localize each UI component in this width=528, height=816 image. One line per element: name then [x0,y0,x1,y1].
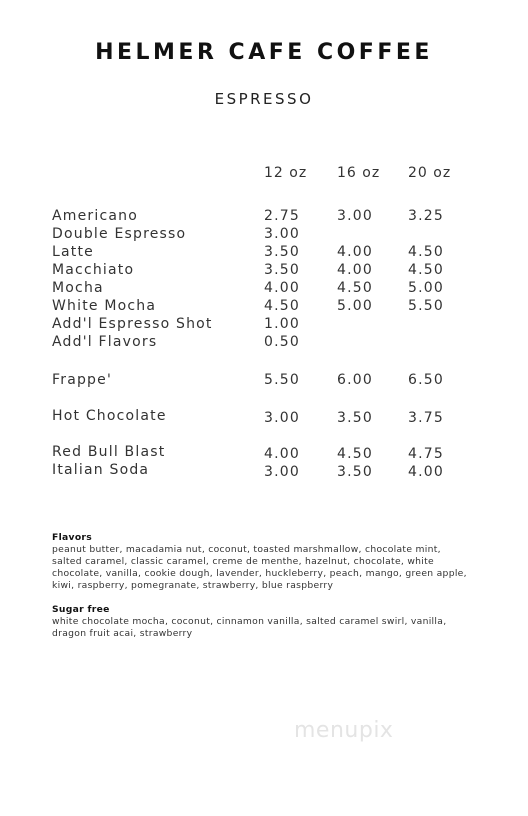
menu-item-row [0,372,528,390]
sugar-free-note [52,604,472,640]
menu-item-row [0,334,528,352]
price-20oz: 4.75 [408,446,444,462]
menu-item-row [0,462,528,480]
price-16oz: 3.50 [337,410,373,426]
item-name: Americano [52,208,138,224]
size-header-12oz: 12 oz [264,165,308,181]
size-header-16oz: 16 oz [337,165,381,181]
price-16oz: 3.00 [337,208,373,224]
item-name: Red Bull Blast [52,444,166,460]
item-name: Mocha [52,280,104,296]
menupix-watermark: menupix [294,718,394,743]
price-16oz: 4.00 [337,244,373,260]
price-16oz: 4.00 [337,262,373,278]
flavors-list: peanut butter, macadamia nut, coconut, toasted marshmallow, chocolate mint, salted caramel, classic caramel, creme de menthe, hazelnut, chocolate, white chocolate, vanilla, cookie dough, lavender, huckleberry, peach, mango, green apple, kiwi, raspberry, pomegranate, strawberry, blue raspberry [52,544,467,591]
section-title-espresso: ESPRESSO [214,90,314,108]
item-name: Add'l Espresso Shot [52,316,213,332]
price-12oz: 1.00 [264,316,300,332]
price-20oz: 5.50 [408,298,444,314]
price-16oz: 6.00 [337,372,373,388]
price-16oz: 3.50 [337,464,373,480]
price-16oz: 4.50 [337,280,373,296]
price-20oz: 4.50 [408,244,444,260]
price-12oz: 5.50 [264,372,300,388]
item-name: Hot Chocolate [52,408,167,424]
item-name: Double Espresso [52,226,187,242]
flavors-heading: Flavors [52,532,93,543]
item-name: White Mocha [52,298,157,314]
price-16oz: 5.00 [337,298,373,314]
menu-title: HELMER CAFE COFFEE [95,40,433,65]
item-name: Macchiato [52,262,135,278]
price-20oz: 4.00 [408,464,444,480]
menu-item-row [0,444,528,462]
price-20oz: 3.25 [408,208,444,224]
price-12oz: 4.50 [264,298,300,314]
price-12oz: 3.00 [264,410,300,426]
menu-item-row [0,262,528,280]
price-12oz: 0.50 [264,334,300,350]
sugar-free-list: white chocolate mocha, coconut, cinnamon vanilla, salted caramel swirl, vanilla, dragon fruit acai, strawberry [52,616,447,639]
menu-item-row [0,208,528,226]
price-20oz: 4.50 [408,262,444,278]
menu-item-row [0,244,528,262]
price-12oz: 4.00 [264,446,300,462]
menu-item-row [0,408,528,426]
menu-item-row [0,316,528,334]
menu-item-row [0,298,528,316]
menu-item-row [0,280,528,298]
item-name: Italian Soda [52,462,150,478]
price-20oz: 3.75 [408,410,444,426]
size-header-20oz: 20 oz [408,165,452,181]
price-12oz: 3.50 [264,262,300,278]
item-name: Latte [52,244,94,260]
price-20oz: 5.00 [408,280,444,296]
flavors-note [52,532,472,592]
price-12oz: 4.00 [264,280,300,296]
price-12oz: 3.00 [264,464,300,480]
price-16oz: 4.50 [337,446,373,462]
price-20oz: 6.50 [408,372,444,388]
price-12oz: 3.00 [264,226,300,242]
item-name: Frappe' [52,372,113,388]
sugar-free-heading: Sugar free [52,604,110,615]
price-12oz: 3.50 [264,244,300,260]
price-12oz: 2.75 [264,208,300,224]
menu-item-row [0,226,528,244]
item-name: Add'l Flavors [52,334,158,350]
